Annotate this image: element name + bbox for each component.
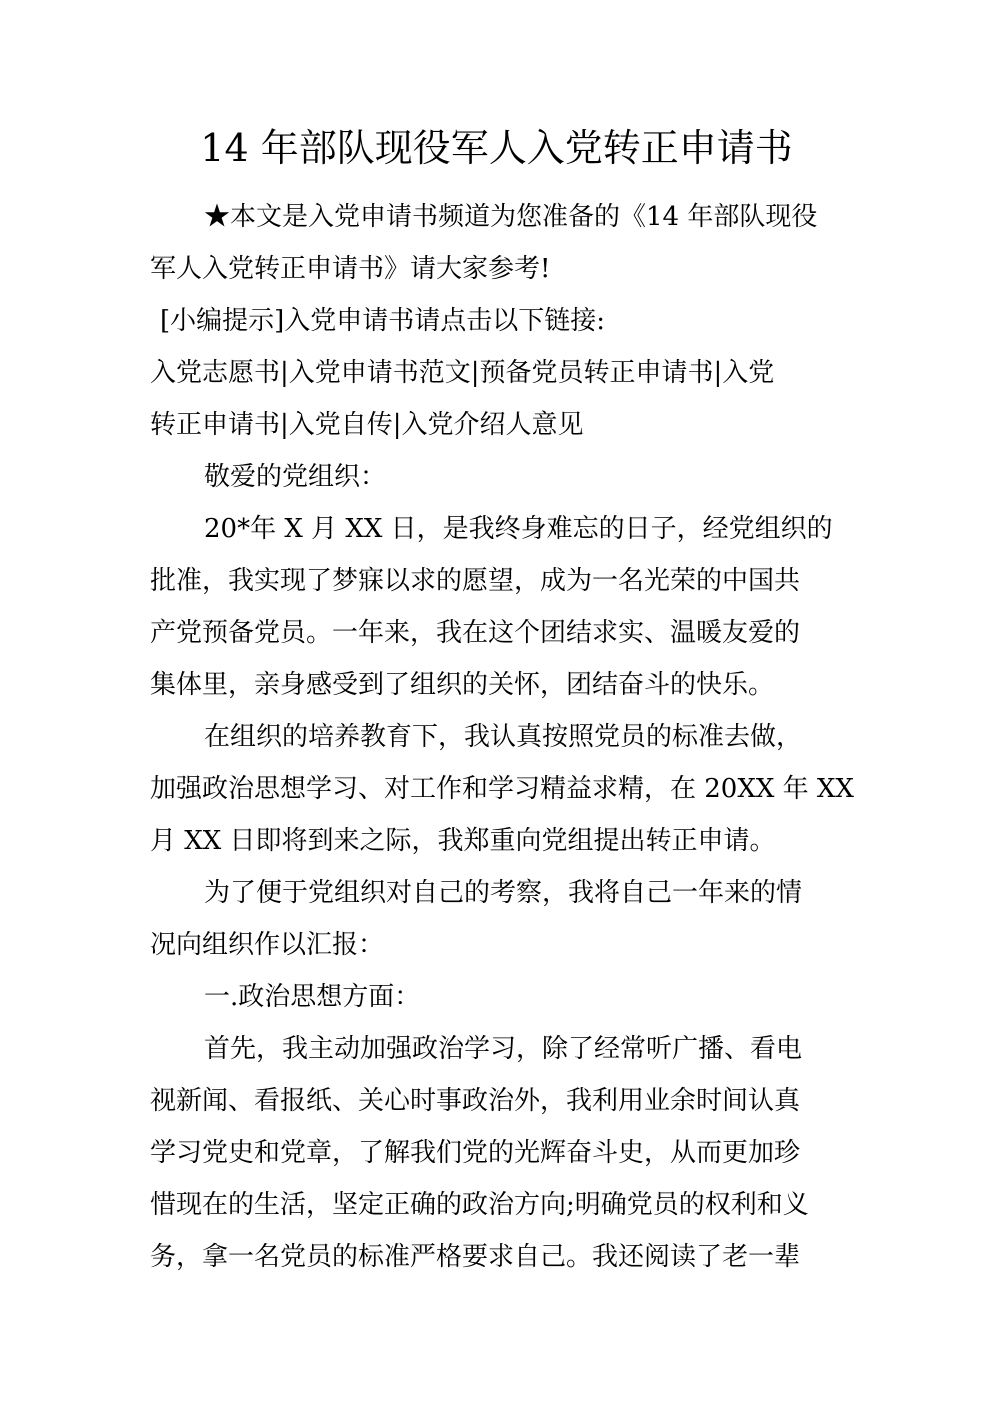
para4-line-1: 首先，我主动加强政治学习，除了经常听广播、看电 [204, 1034, 803, 1064]
para3-line-2: 况向组织作以汇报： [150, 930, 385, 960]
para2-line-3: 月 XX 日即将到来之际，我郑重向党组提出转正申请。 [150, 826, 776, 856]
intro-line-2: 军人入党转正申请书》请大家参考! [150, 254, 551, 284]
para4-line-4: 惜现在的生活，坚定正确的政治方向;明确党员的权利和义 [150, 1190, 809, 1220]
para4-line-3: 学习党史和党章，了解我们党的光辉奋斗史，从而更加珍 [150, 1138, 801, 1168]
para1-line-4: 集体里，亲身感受到了组织的关怀，团结奋斗的快乐。 [150, 670, 775, 700]
section-heading-politics: 一.政治思想方面： [204, 982, 421, 1012]
salutation: 敬爱的党组织： [204, 462, 387, 492]
document-title: 14 年部队现役军人入党转正申请书 [200, 126, 793, 170]
intro-line-1: ★本文是入党申请书频道为您准备的《14 年部队现役 [204, 202, 818, 232]
para4-line-5: 务，拿一名党员的标准严格要求自己。我还阅读了老一辈 [150, 1242, 801, 1272]
links-line-1: 入党志愿书|入党申请书范文|预备党员转正申请书|入党 [150, 358, 775, 388]
para2-line-2: 加强政治思想学习、对工作和学习精益求精，在 20XX 年 XX [150, 774, 854, 804]
para4-line-2: 视新闻、看报纸、关心时事政治外，我利用业余时间认真 [150, 1086, 801, 1116]
links-line-2: 转正申请书|入党自传|入党介绍人意见 [150, 410, 584, 440]
para2-line-1: 在组织的培养教育下，我认真按照党员的标准去做， [204, 722, 803, 752]
editor-tip-line: [小编提示]入党申请书请点击以下链接: [160, 306, 606, 336]
para3-line-1: 为了便于党组织对自己的考察，我将自己一年来的情 [204, 878, 803, 908]
para1-line-3: 产党预备党员。一年来，我在这个团结求实、温暖友爱的 [150, 618, 801, 648]
para1-line-1: 20*年 X 月 XX 日，是我终身难忘的日子，经党组织的 [204, 514, 833, 544]
para1-line-2: 批准，我实现了梦寐以求的愿望，成为一名光荣的中国共 [150, 566, 801, 596]
